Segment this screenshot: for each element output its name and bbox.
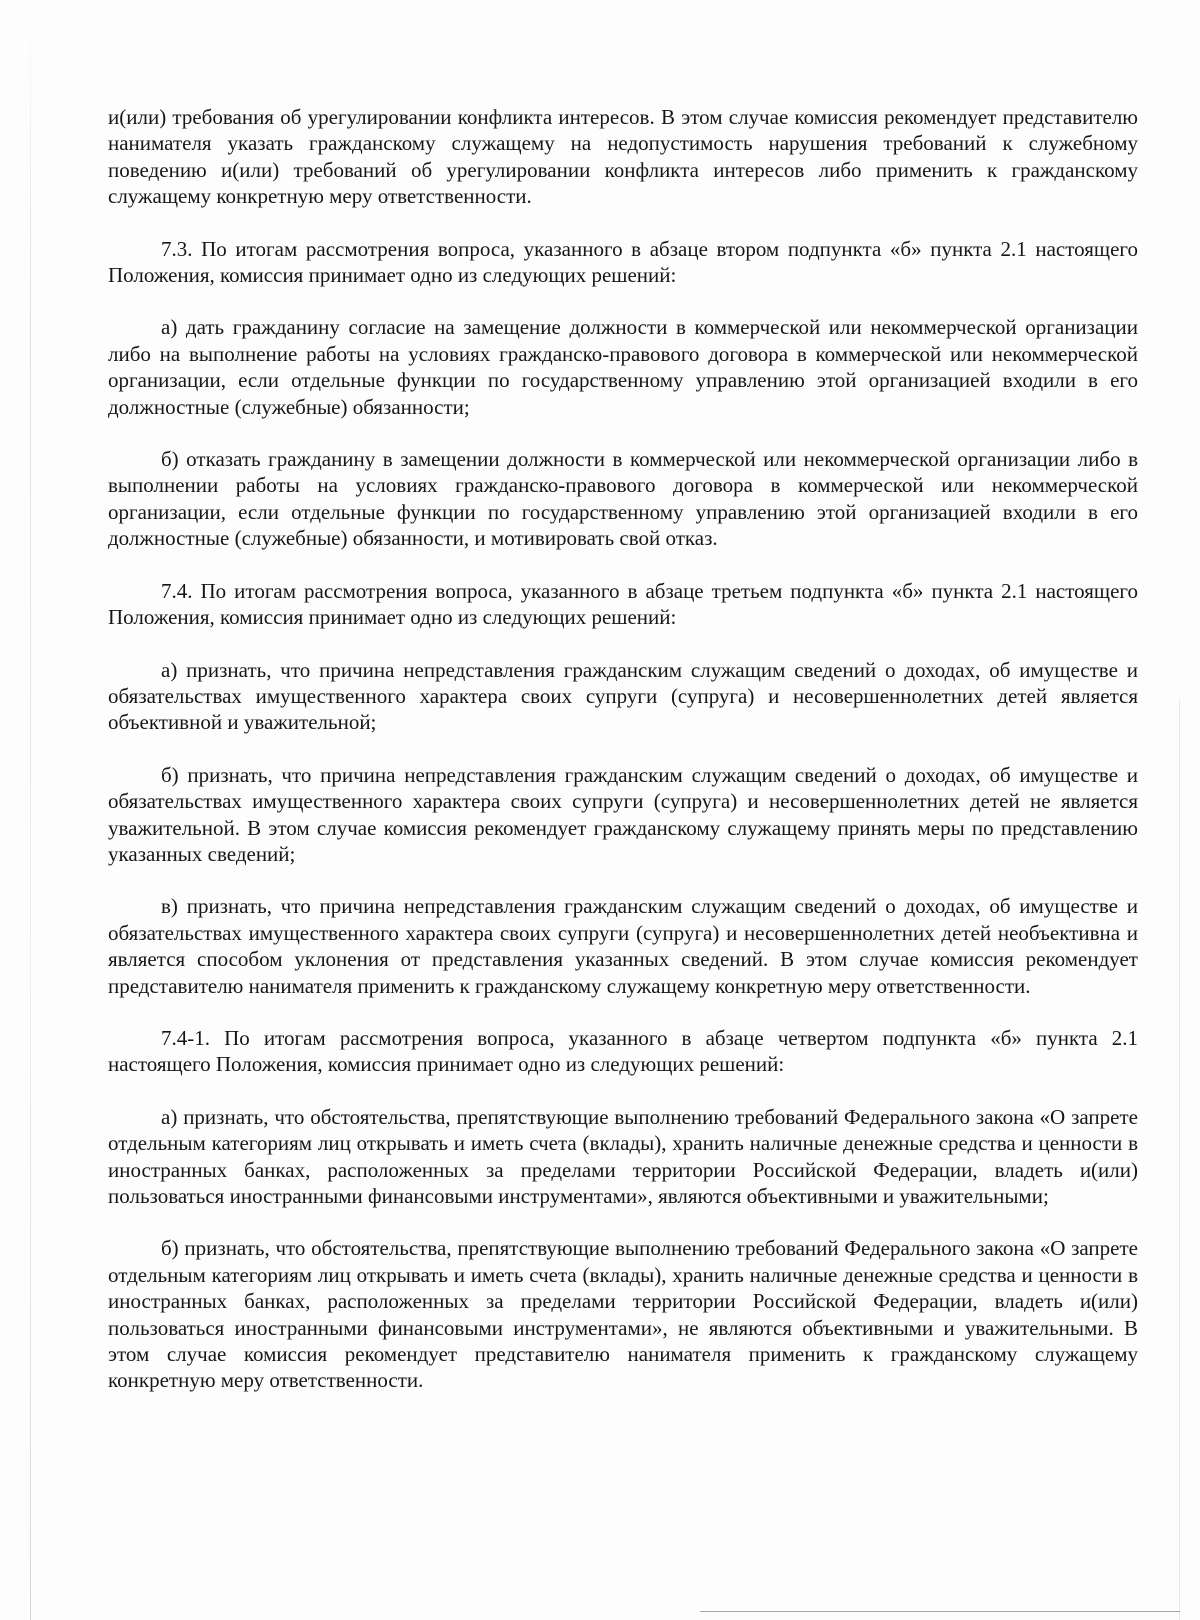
scan-edge-right — [1179, 700, 1180, 1620]
paragraph-7-4-1: 7.4-1. По итогам рассмотрения вопроса, указанного в абзаце четвертом подпункта «б» пункта 2.1 настоящего Положения, комиссия принимает одно из следующих решений: — [108, 1025, 1138, 1077]
paragraph-7-4-1-b: б) признать, что обстоятельства, препятствующие выполнению требований Федерального закона «О запрете отдельным категориям лиц открывать и иметь счета (вклады), хранить наличные денежные средства и ценности в иностранных банках, расположенных за пределами территории Российской Федерации, владеть и(или) пользоваться иностранными финансовыми инструментами», не являются объективными и уважительными. В этом случае комиссия рекомендует представителю нанимателя применить к гражданскому служащему конкретную меру ответственности. — [108, 1236, 1138, 1393]
scan-edge-bottom — [700, 1611, 1180, 1612]
paragraph-7-3-a: а) дать гражданину согласие на замещение должности в коммерческой или некоммерческой организации либо на выполнение работы на условиях гражданско-правового договора в коммерческой или некоммерческой организации, если отдельные функции по государственному управлению этой организацией входили в его должностные (служебные) обязанности; — [108, 315, 1138, 419]
paragraph-7-3: 7.3. По итогам рассмотрения вопроса, указанного в абзаце втором подпункта «б» пункта 2.1 настоящего Положения, комиссия принимает одно из следующих решений: — [108, 236, 1138, 288]
paragraph-continuation: и(или) требования об урегулировании конфликта интересов. В этом случае комиссия рекомендует представителю нанимателя указать гражданскому служащему на недопустимость нарушения требований к служебному поведению и(или) требований об урегулировании конфликта интересов либо применить к гражданскому служащему конкретную меру ответственности. — [108, 105, 1138, 209]
paragraph-7-4-v: в) признать, что причина непредставления гражданским служащим сведений о доходах, об имуществе и обязательствах имущественного характера своих супруги (супруга) и несовершеннолетних детей необъективна и является способом уклонения от представления указанных сведений. В этом случае комиссия рекомендует представителю нанимателя применить к гражданскому служащему конкретную меру ответственности. — [108, 894, 1138, 998]
document-body — [108, 104, 1138, 1420]
paragraph-7-4-b: б) признать, что причина непредставления гражданским служащим сведений о доходах, об имуществе и обязательствах имущественного характера своих супруги (супруга) и несовершеннолетних детей не является уважительной. В этом случае комиссия рекомендует гражданскому служащему принять меры по представлению указанных сведений; — [108, 762, 1138, 866]
paragraph-7-3-b: б) отказать гражданину в замещении должности в коммерческой или некоммерческой организации либо в выполнении работы на условиях гражданско-правового договора в коммерческой или некоммерческой организации, если отдельные функции по государственному управлению этой организацией входили в его должностные (служебные) обязанности, и мотивировать свой отказ. — [108, 447, 1138, 551]
paragraph-7-4-a: а) признать, что причина непредставления гражданским служащим сведений о доходах, об имуществе и обязательствах имущественного характера своих супруги (супруга) и несовершеннолетних детей является объективной и уважительной; — [108, 657, 1138, 735]
scan-edge-left — [30, 0, 31, 1620]
paragraph-7-4: 7.4. По итогам рассмотрения вопроса, указанного в абзаце третьем подпункта «б» пункта 2.1 настоящего Положения, комиссия принимает одно из следующих решений: — [108, 578, 1138, 630]
paragraph-7-4-1-a: а) признать, что обстоятельства, препятствующие выполнению требований Федерального закона «О запрете отдельным категориям лиц открывать и иметь счета (вклады), хранить наличные денежные средства и ценности в иностранных банках, расположенных за пределами территории Российской Федерации, владеть и(или) пользоваться иностранными финансовыми инструментами», являются объективными и уважительными; — [108, 1104, 1138, 1208]
